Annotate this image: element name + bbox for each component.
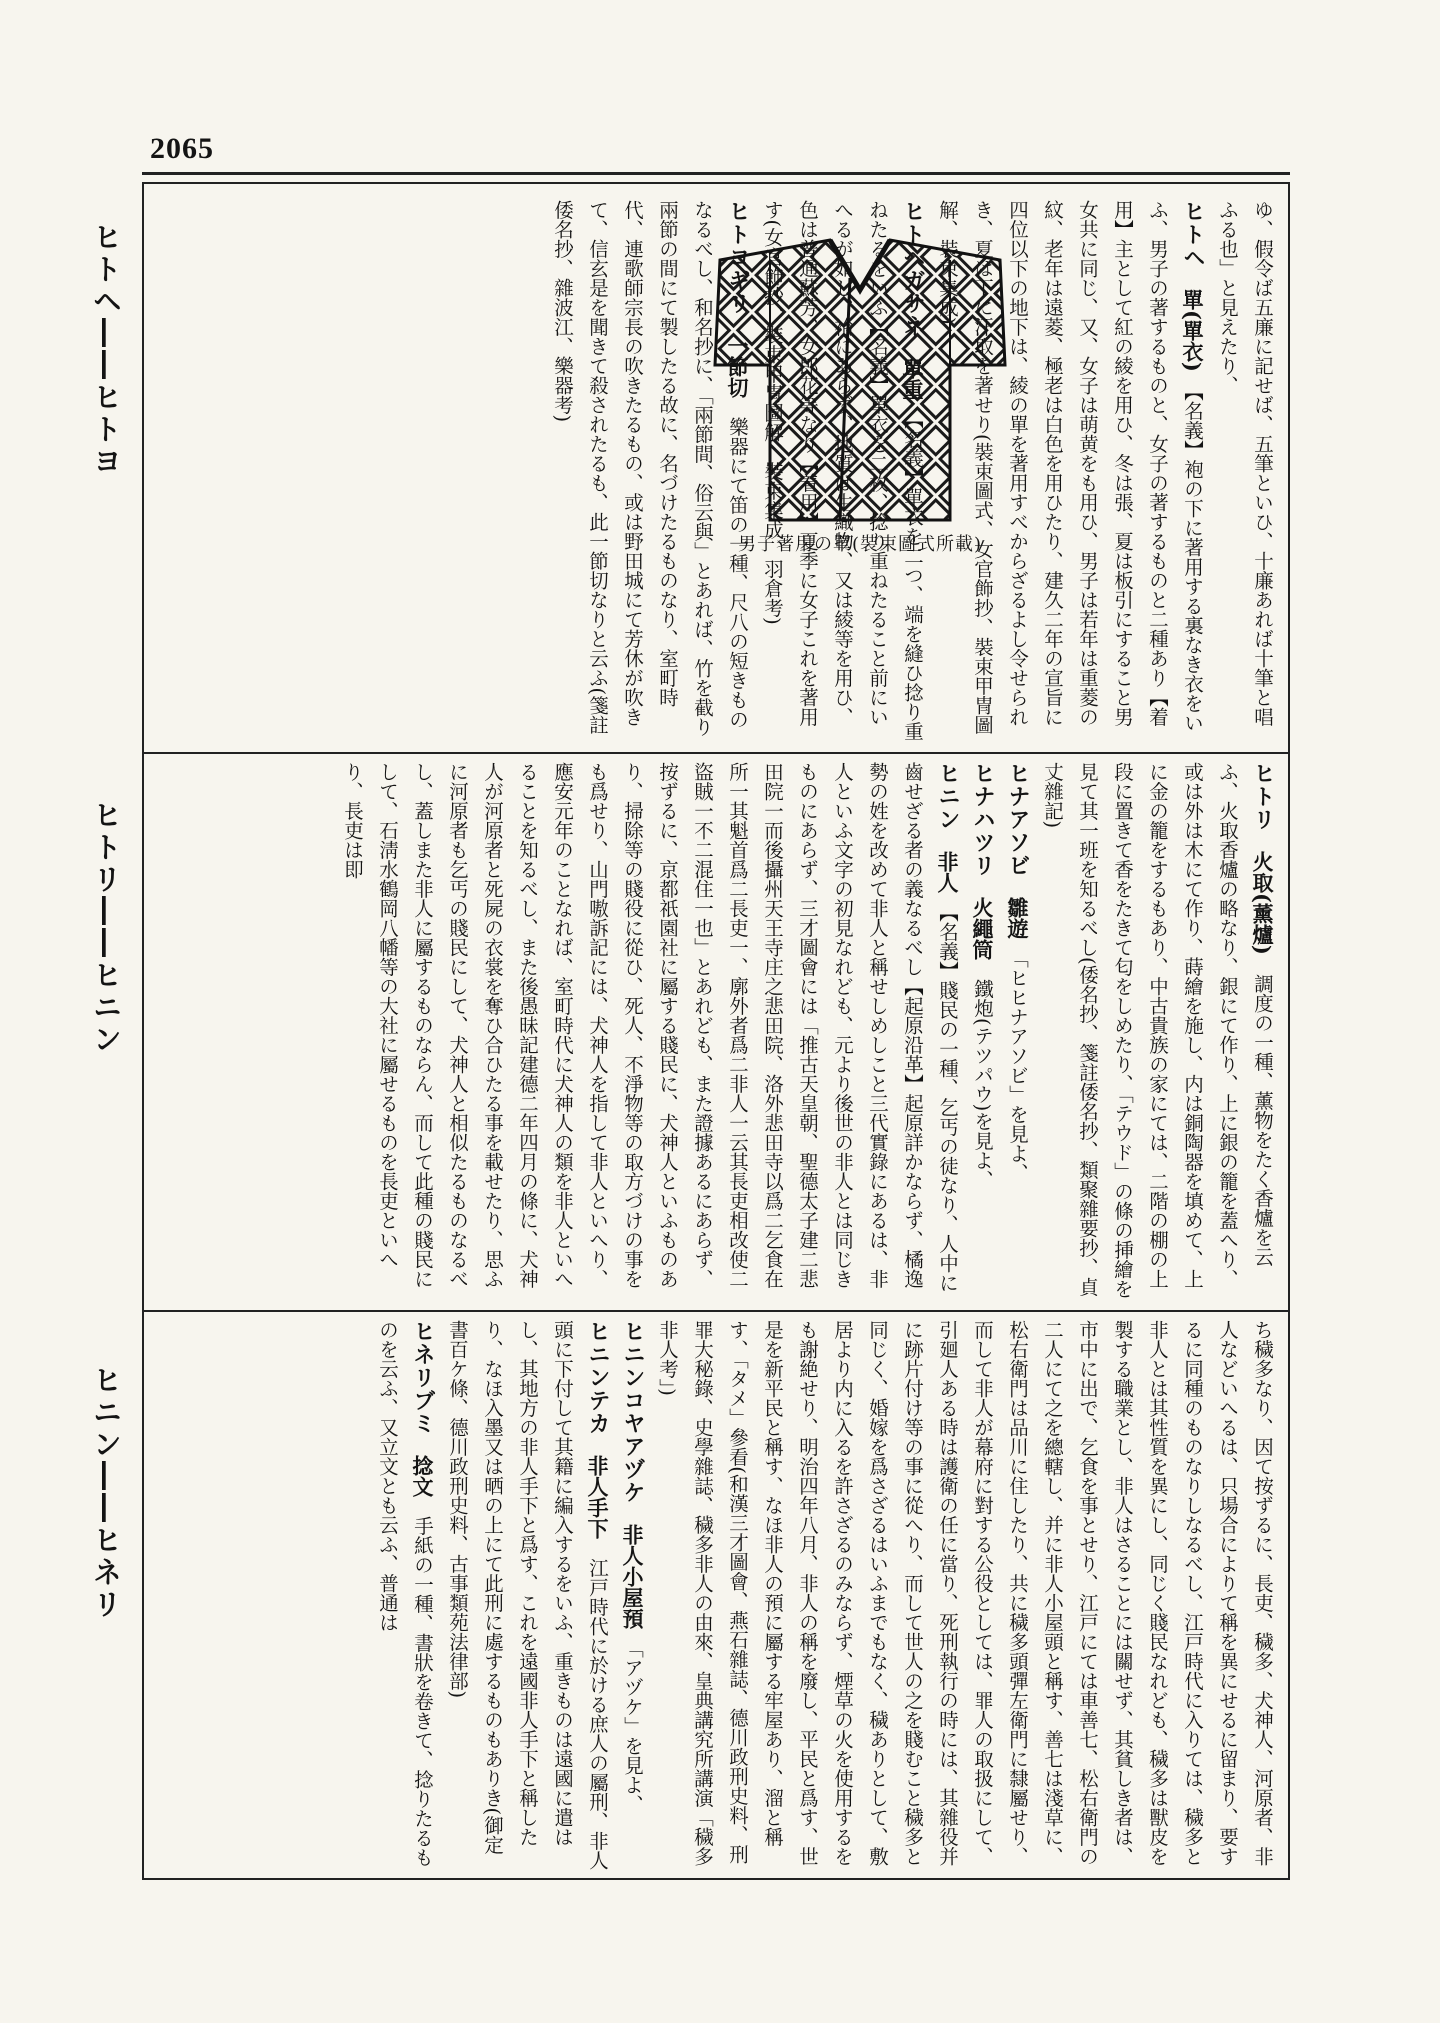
- entry-headword: ヒネリブミ: [410, 1320, 435, 1435]
- entry-text: 【名義】袍の下に著用する裏なき衣をいふ、男子の著するものと、女子の著するものと二種あり【着用】主として紅の綾を用ひ、冬は張、夏は板引にすること男女共に同じ、又、女子は萌黄をも用ひ、男子は若年は重菱の紋、老年は遠菱、極老は白色を用ひたり、建久二年の宣旨に四位以下の地下は、綾の單を著用すべからざるよし令せられき、夏は下に汗取を著せり(裝束圖式、女官飾抄、裝束甲冑圖解、裝束集成): [936, 200, 1204, 735]
- dictionary-entry: [650, 1320, 1280, 1870]
- dictionary-entry: [1035, 762, 1280, 1302]
- entry-text: 【名義】賤民の一種、乞丐の徒なり、人中に齒せざる者の義なるべし【起原沿革】起原詳かならず、橘逸勢の姓を改めて非人と稱せしめしこと三代實錄にあるは、非人といふ文字の初見なれども、元より後世の非人とは同じきものにあらず、三才圖會には「推古天皇朝、聖德太子建二悲田院一而後攝州天王寺庄之悲田院、洛外悲田寺以爲二乞食在所一其魁首爲二長吏一、廓外者爲二非人一云其長吏相改使二盜賊一不二混住一也」とあれども、また證據あるにあらず、按ずるに、京都祇園社に屬する賤民に、犬神人といふものあり、掃除等の賤役に從ひ、死人、不淨物等の取方づけの事をも爲せり、山門嗷訴記には、犬神人を指して非人といへり、應安元年のことなれば、室町時代に犬神人の類を非人といへることを知るべし、また後愚昧記建德二年四月の條に、犬神人が河原者と死屍の衣裳を奪ひ合ひたる事を載せたり、思ふに河原者も乞丐の賤民にして、犬神人と相似たるものなるべし、蓋しまた非人に屬するものならん、而して此種の賤民にして、石淸水鶴岡八幡等の大社に屬せるものを長吏といへり、長吏は即: [341, 762, 959, 1293]
- entry-text: 「アヅケ」を見よ、: [621, 1648, 644, 1814]
- dictionary-entry: [615, 1320, 650, 1870]
- entry-kanji: 一節切: [725, 334, 750, 398]
- entry-headword: ヒニンコヤアヅケ: [620, 1320, 645, 1504]
- entry-kanji: 火取(薰爐): [1250, 850, 1275, 955]
- dictionary-entry: [965, 762, 1000, 1302]
- entry-headword: ヒニンテカ: [585, 1320, 610, 1435]
- guide-word-1: ヒトヘ――ヒトヨ: [89, 222, 123, 478]
- entry-text: 手紙の一種、書狀を卷きて、捻りたるものを云ふ、又立文とも云ふ、普通は: [376, 1320, 434, 1867]
- dictionary-entry: [370, 1320, 440, 1870]
- page-number: 2065: [150, 132, 214, 165]
- text-section-middle: [150, 762, 1280, 1302]
- entry-text: ち穢多なり、因て按ずるに、長吏、穢多、犬神人、河原者、非人などいへるは、只場合によりて稱を異にせるに留まり、要するに同種のものなりしなるべし、江戸時代に入りては、穢多と非人とは其性質を異にし、同じく賤民なれども、穢多は獸皮を製する職業とし、非人はさることには關せず、其貧しき者は、市中に出で、乞食を事とせり、江戸にては車善七、松右衛門の二人にて之を總轄し、并に非人小屋頭と稱す、善七は淺草に、松右衛門は品川に住したり、共に穢多頭彈左衛門に隸屬せり、而して非人が幕府に對する公役としては、罪人の取扱にして、引廻人ある時は護衛の任に當り、死刑執行の時には、其雜役并に跡片付け等の事に從へり、而して世人の之を賤むこと穢多と同じく、婚嫁を爲さざるはいふまでもなく、穢ありとして、敷居より内に入るを許さざるのみならず、煙草の火を使用するをも謝絶せり、明治四年八月、非人の稱を廢し、平民と爲す、世是を新平民と稱す、なほ非人の預に屬する牢屋あり、溜と稱す、「タメ」參看(和漢三才圖會、燕石雜誌、德川政刑史料、刑罪大秘錄、史學雜誌、穢多非人の由來、皇典講究所講演「穢多非人考」): [656, 1320, 1274, 1866]
- entry-kanji: 雛遊: [1005, 896, 1030, 939]
- entry-headword: ヒトリ: [1250, 762, 1275, 831]
- entry-headword: ヒナアソビ: [1005, 762, 1030, 877]
- entry-headword: ヒトヘ: [1180, 200, 1205, 269]
- entry-headword: ヒトヘガサネ: [900, 200, 925, 338]
- entry-text: 鐵炮(テツパウ)を見よ、: [971, 979, 994, 1190]
- dictionary-entry: [545, 200, 755, 745]
- entry-kanji: 非人: [935, 850, 960, 893]
- dictionary-entry: [335, 762, 965, 1302]
- section-divider-2: [142, 1310, 1290, 1312]
- entry-headword: ヒトヨギリ: [725, 200, 750, 315]
- dictionary-entry: [440, 1320, 615, 1870]
- text-section-top: [150, 200, 1280, 745]
- entry-kanji: 捻文: [410, 1454, 435, 1497]
- dictionary-entry: [930, 200, 1210, 745]
- entry-text: 「ヒヒナアソビ」を見よ、: [1006, 958, 1029, 1183]
- entry-kanji: 非人手下: [585, 1454, 610, 1539]
- entry-text: 江戸時代に於ける庶人の屬刑、非人頭に下付して其籍に編入するをいふ、重きものは遠國に遣はし、其地方の非人手下と爲す、これを遠國非人手下と稱したり、なほ入墨又は晒の上にて此刑に處するものもありき(御定書百ケ條、德川政刑史料、古事類苑法律部): [446, 1320, 609, 1870]
- guide-word-3: ヒニン――ヒネリ: [89, 1365, 123, 1621]
- entry-text: 樂器にて笛の一種、尺八の短きものなるべし、和名抄に、「兩節間、俗云與」とあれば、竹を截り兩節の間にて製したる故に、名づけたるものなり、室町時代、連歌師宗長の吹きたるもの、或は野田城にて芳休が吹きて、信玄是を聞きて殺されたるも、此一節切なりと云ふ(箋註倭名抄、雜波江、樂器考): [551, 200, 749, 737]
- section-divider-1: [142, 752, 1290, 754]
- entry-headword: ヒニン: [935, 762, 960, 831]
- text-section-bottom: [150, 1320, 1280, 1870]
- entry-kanji: 火繩筒: [970, 896, 995, 960]
- dictionary-entry: [1210, 200, 1280, 745]
- dictionary-entry: [755, 200, 930, 745]
- entry-kanji: 單重: [900, 357, 925, 400]
- dictionary-entry: [1000, 762, 1035, 1302]
- entry-kanji: 非人小屋預: [620, 1523, 645, 1629]
- header-rule: [142, 172, 1290, 175]
- entry-headword: ヒナハツリ: [970, 762, 995, 877]
- entry-text: 調度の一種、薰物をたく香爐を云ふ、火取香爐の略なり、銀にて作り、上に銀の籠を蓋へり、或は外は木にて作り、蒔繪を施し、内は銅陶器を填めて、上に金の籠をするもあり、中古貴族の家にては、二階の棚の上段に置きて香をたきて匂をしめたり、「テウド」の條の挿繪を見て其一班を知るべし(倭名抄、箋註倭名抄、類聚雜要抄、貞丈雜記): [1041, 762, 1274, 1299]
- guide-word-2: ヒトリ――ヒニン: [89, 800, 123, 1056]
- figure-caption: 男子著用の單(裝束圖式所載): [737, 534, 983, 555]
- entry-kanji: 單(單衣): [1180, 288, 1205, 372]
- entry-text: 【名義】單衣を二つ、端を縫ひ捻り重ねたるをいふ【名義】單衣を二枚、捻り重ねたること前にいへるが如し、袷にあらず、地質は生織物、又は綾等を用ひ、色は普通蘇芳、女郎花等なり【着用】夏季に女子これを著用す(女官飾抄、裝束甲冑圖解、裝束集成、羽倉考): [761, 200, 924, 741]
- entry-text: ゆ、假令ば五廉に記せば、五筆といひ、十廉あれば十筆と唱ふる也」と見えたり、: [1216, 200, 1274, 727]
